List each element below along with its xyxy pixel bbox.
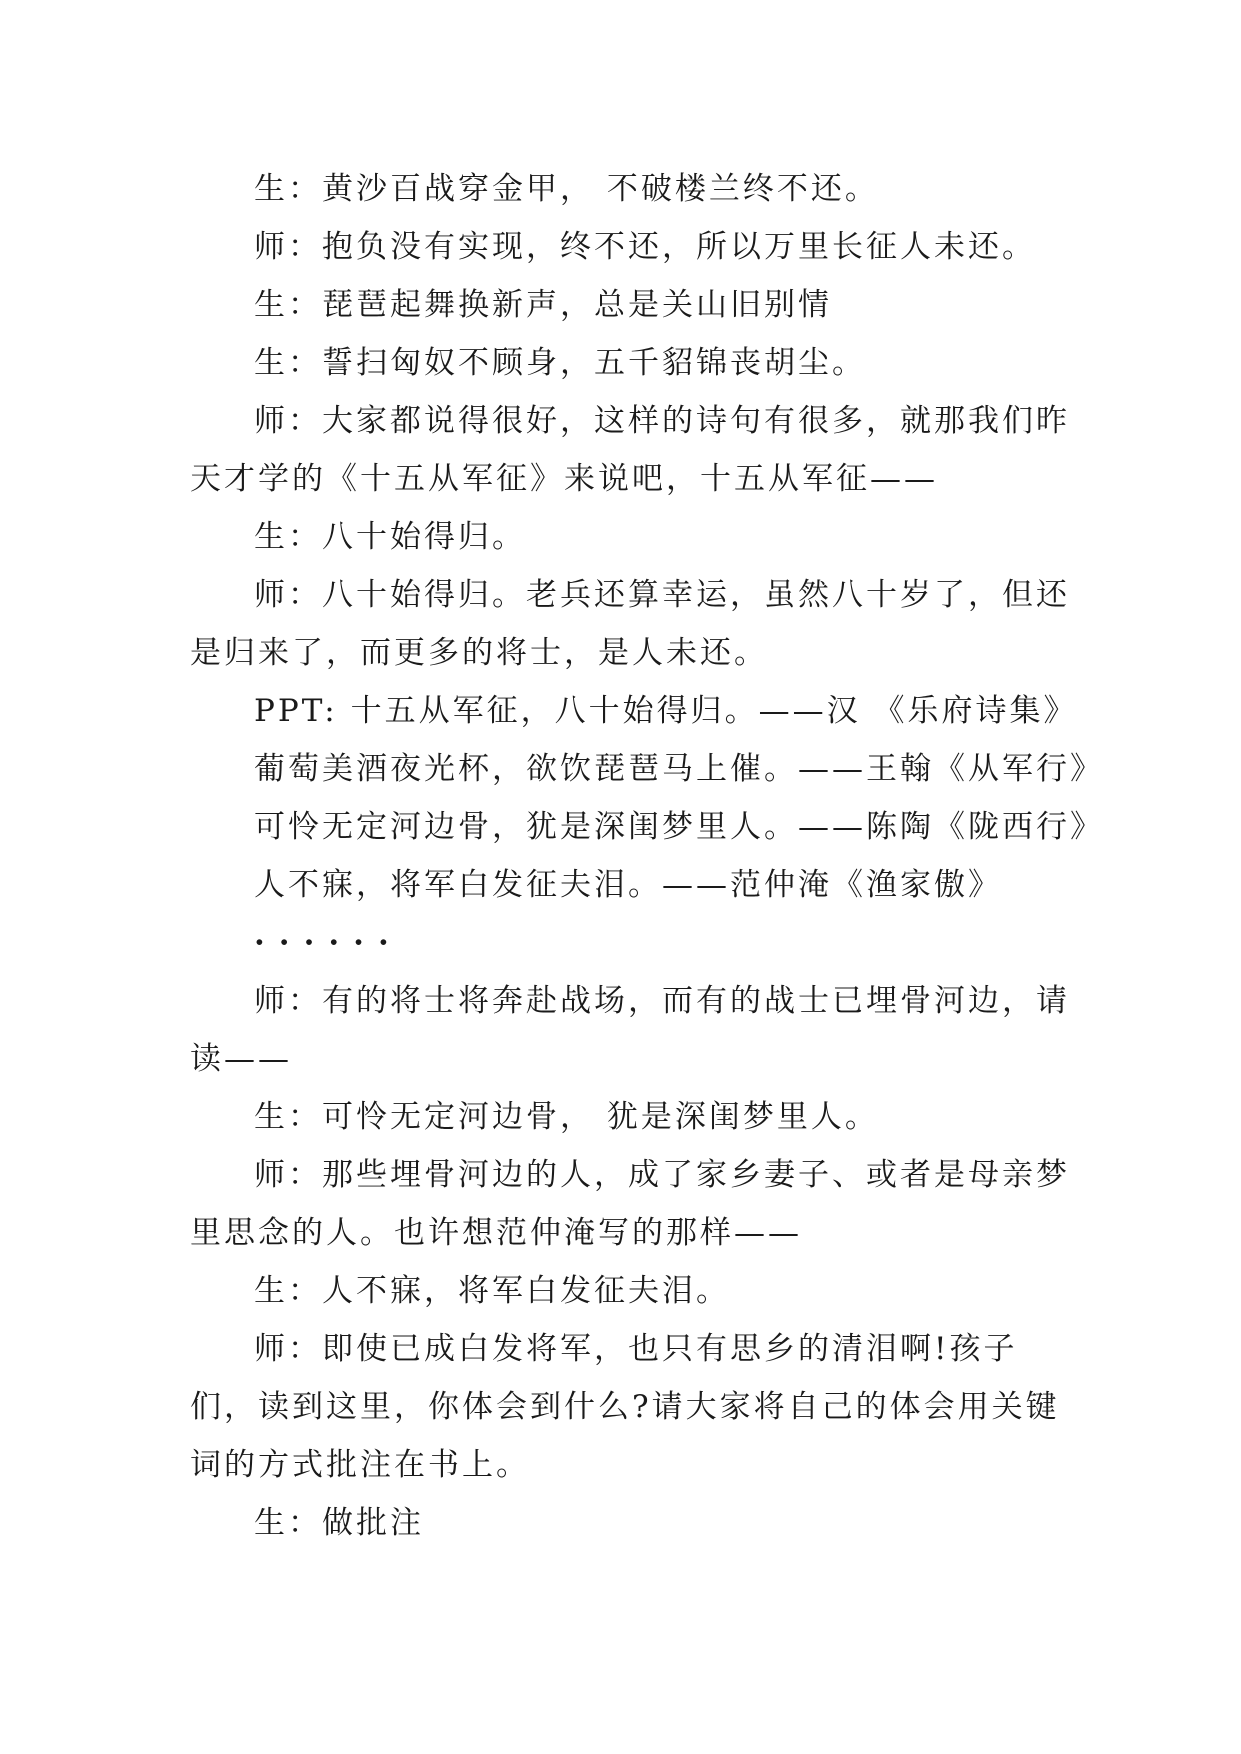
document-body — [190, 160, 1104, 1552]
paragraph-ppt-quote-1: PPT: 十五从军征，八十始得归。——汉 《乐府诗集》 — [254, 693, 1078, 729]
paragraph-ppt-quote-3: 可怜无定河边骨，犹是深闺梦里人。——陈陶《陇西行》 — [254, 809, 1104, 845]
ellipsis-dots: ······ — [254, 925, 403, 961]
paragraph-teacher-line-6: 师：即使已成白发将军，也只有思乡的清泪啊!孩子们，读到这里，你体会到什么?请大家将自己的体会用关键词的方式批注在书上。 — [190, 1331, 1060, 1483]
paragraph-teacher-line-4: 师：有的将士将奔赴战场，而有的战士已埋骨河边，请读—— — [190, 983, 1070, 1077]
paragraph-student-line-2: 生：琵琶起舞换新声，总是关山旧别情 — [254, 287, 832, 323]
paragraph-student-line-1: 生：黄沙百战穿金甲， 不破楼兰终不还。 — [254, 171, 879, 207]
paragraph-student-line-7: 生：做批注 — [254, 1505, 424, 1541]
paragraph-ppt-quote-4: 人不寐，将军白发征夫泪。——范仲淹《渔家傲》 — [254, 867, 1002, 903]
paragraph-ppt-quote-2: 葡萄美酒夜光杯，欲饮琵琶马上催。——王翰《从军行》 — [254, 751, 1104, 787]
paragraph-teacher-line-1: 师：抱负没有实现，终不还，所以万里长征人未还。 — [254, 229, 1036, 265]
paragraph-teacher-line-5: 师：那些埋骨河边的人，成了家乡妻子、或者是母亲梦里思念的人。也许想范仲淹写的那样—— — [190, 1157, 1070, 1251]
paragraph-student-line-5: 生：可怜无定河边骨， 犹是深闺梦里人。 — [254, 1099, 879, 1135]
paragraph-student-line-6: 生：人不寐，将军白发征夫泪。 — [254, 1273, 730, 1309]
paragraph-teacher-line-2: 师：大家都说得很好，这样的诗句有很多，就那我们昨天才学的《十五从军征》来说吧，十五从军征—— — [190, 403, 1070, 497]
paragraph-teacher-line-3: 师：八十始得归。老兵还算幸运，虽然八十岁了，但还是归来了，而更多的将士，是人未还。 — [190, 577, 1070, 671]
paragraph-student-line-4: 生：八十始得归。 — [254, 519, 526, 555]
paragraph-student-line-3: 生：誓扫匈奴不顾身，五千貂锦丧胡尘。 — [254, 345, 866, 381]
